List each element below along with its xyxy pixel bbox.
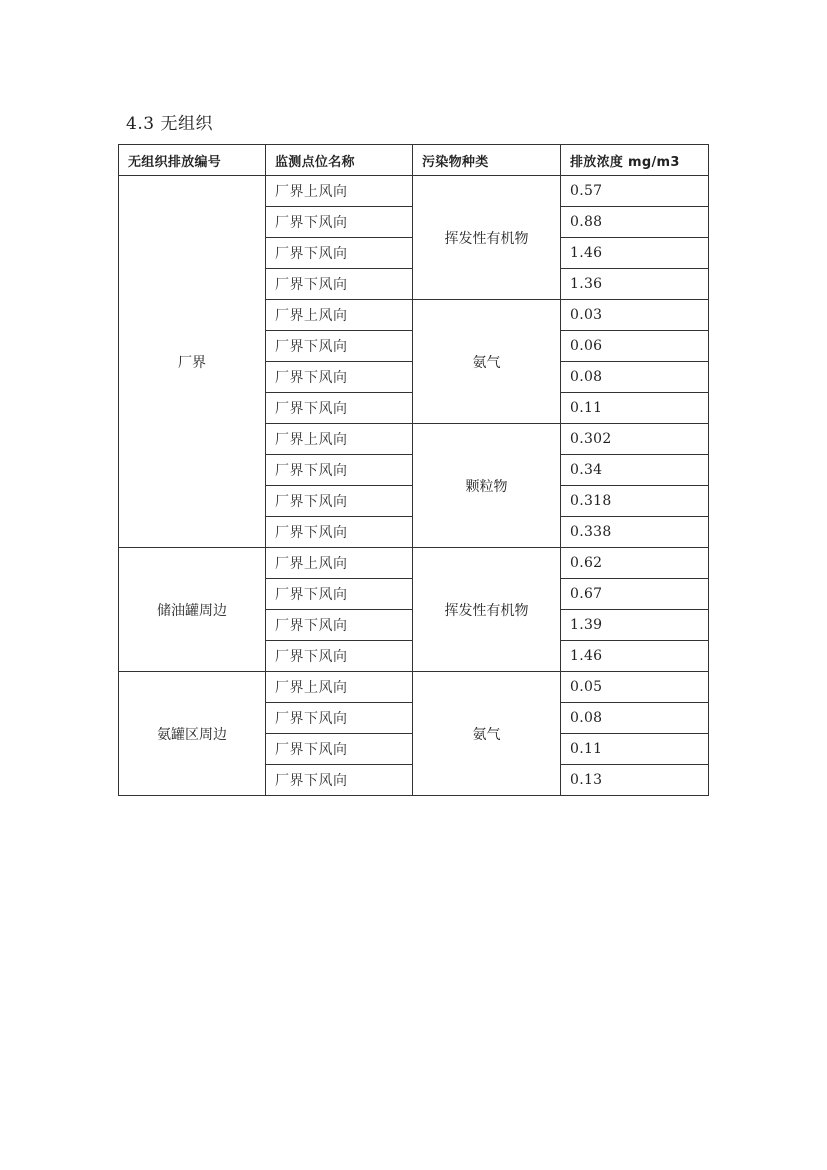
concentration-cell: 0.13 [561,765,709,796]
concentration-cell: 0.05 [561,672,709,703]
pollutant-cell: 氨气 [413,672,561,796]
monitoring-point-cell: 厂界下风向 [266,486,413,517]
pollutant-cell: 挥发性有机物 [413,548,561,672]
concentration-cell: 0.67 [561,579,709,610]
location-cell: 储油罐周边 [119,548,266,672]
table-row [119,548,709,579]
monitoring-point-cell: 厂界上风向 [266,176,413,207]
concentration-cell: 0.62 [561,548,709,579]
table-row [119,176,709,207]
concentration-cell: 0.11 [561,393,709,424]
emissions-table [118,144,709,796]
pollutant-cell: 颗粒物 [413,424,561,548]
monitoring-point-cell: 厂界下风向 [266,765,413,796]
header-monitoring-point: 监测点位名称 [266,145,413,176]
header-emission-id: 无组织排放编号 [119,145,266,176]
concentration-cell: 0.03 [561,300,709,331]
concentration-cell: 0.34 [561,455,709,486]
concentration-cell: 1.39 [561,610,709,641]
concentration-cell: 0.88 [561,207,709,238]
location-cell: 厂界 [119,176,266,548]
pollutant-cell: 挥发性有机物 [413,176,561,300]
concentration-cell: 1.46 [561,238,709,269]
monitoring-point-cell: 厂界下风向 [266,517,413,548]
concentration-cell: 0.11 [561,734,709,765]
monitoring-point-cell: 厂界下风向 [266,579,413,610]
monitoring-point-cell: 厂界上风向 [266,672,413,703]
monitoring-point-cell: 厂界下风向 [266,734,413,765]
monitoring-point-cell: 厂界下风向 [266,362,413,393]
monitoring-point-cell: 厂界下风向 [266,238,413,269]
concentration-cell: 0.318 [561,486,709,517]
monitoring-point-cell: 厂界上风向 [266,424,413,455]
concentration-cell: 1.46 [561,641,709,672]
header-concentration: 排放浓度 mg/m3 [561,145,709,176]
monitoring-point-cell: 厂界下风向 [266,269,413,300]
pollutant-cell: 氨气 [413,300,561,424]
concentration-cell: 0.06 [561,331,709,362]
monitoring-point-cell: 厂界下风向 [266,703,413,734]
header-pollutant-type: 污染物种类 [413,145,561,176]
concentration-cell: 0.57 [561,176,709,207]
concentration-cell: 0.08 [561,703,709,734]
concentration-cell: 0.302 [561,424,709,455]
monitoring-point-cell: 厂界下风向 [266,393,413,424]
location-cell: 氨罐区周边 [119,672,266,796]
monitoring-point-cell: 厂界下风向 [266,610,413,641]
concentration-cell: 1.36 [561,269,709,300]
monitoring-point-cell: 厂界下风向 [266,641,413,672]
table-header-row [119,145,709,176]
concentration-cell: 0.08 [561,362,709,393]
table-row [119,672,709,703]
monitoring-point-cell: 厂界下风向 [266,331,413,362]
concentration-cell: 0.338 [561,517,709,548]
monitoring-point-cell: 厂界上风向 [266,300,413,331]
section-heading: 4.3 无组织 [126,114,213,134]
monitoring-point-cell: 厂界下风向 [266,455,413,486]
monitoring-point-cell: 厂界上风向 [266,548,413,579]
monitoring-point-cell: 厂界下风向 [266,207,413,238]
